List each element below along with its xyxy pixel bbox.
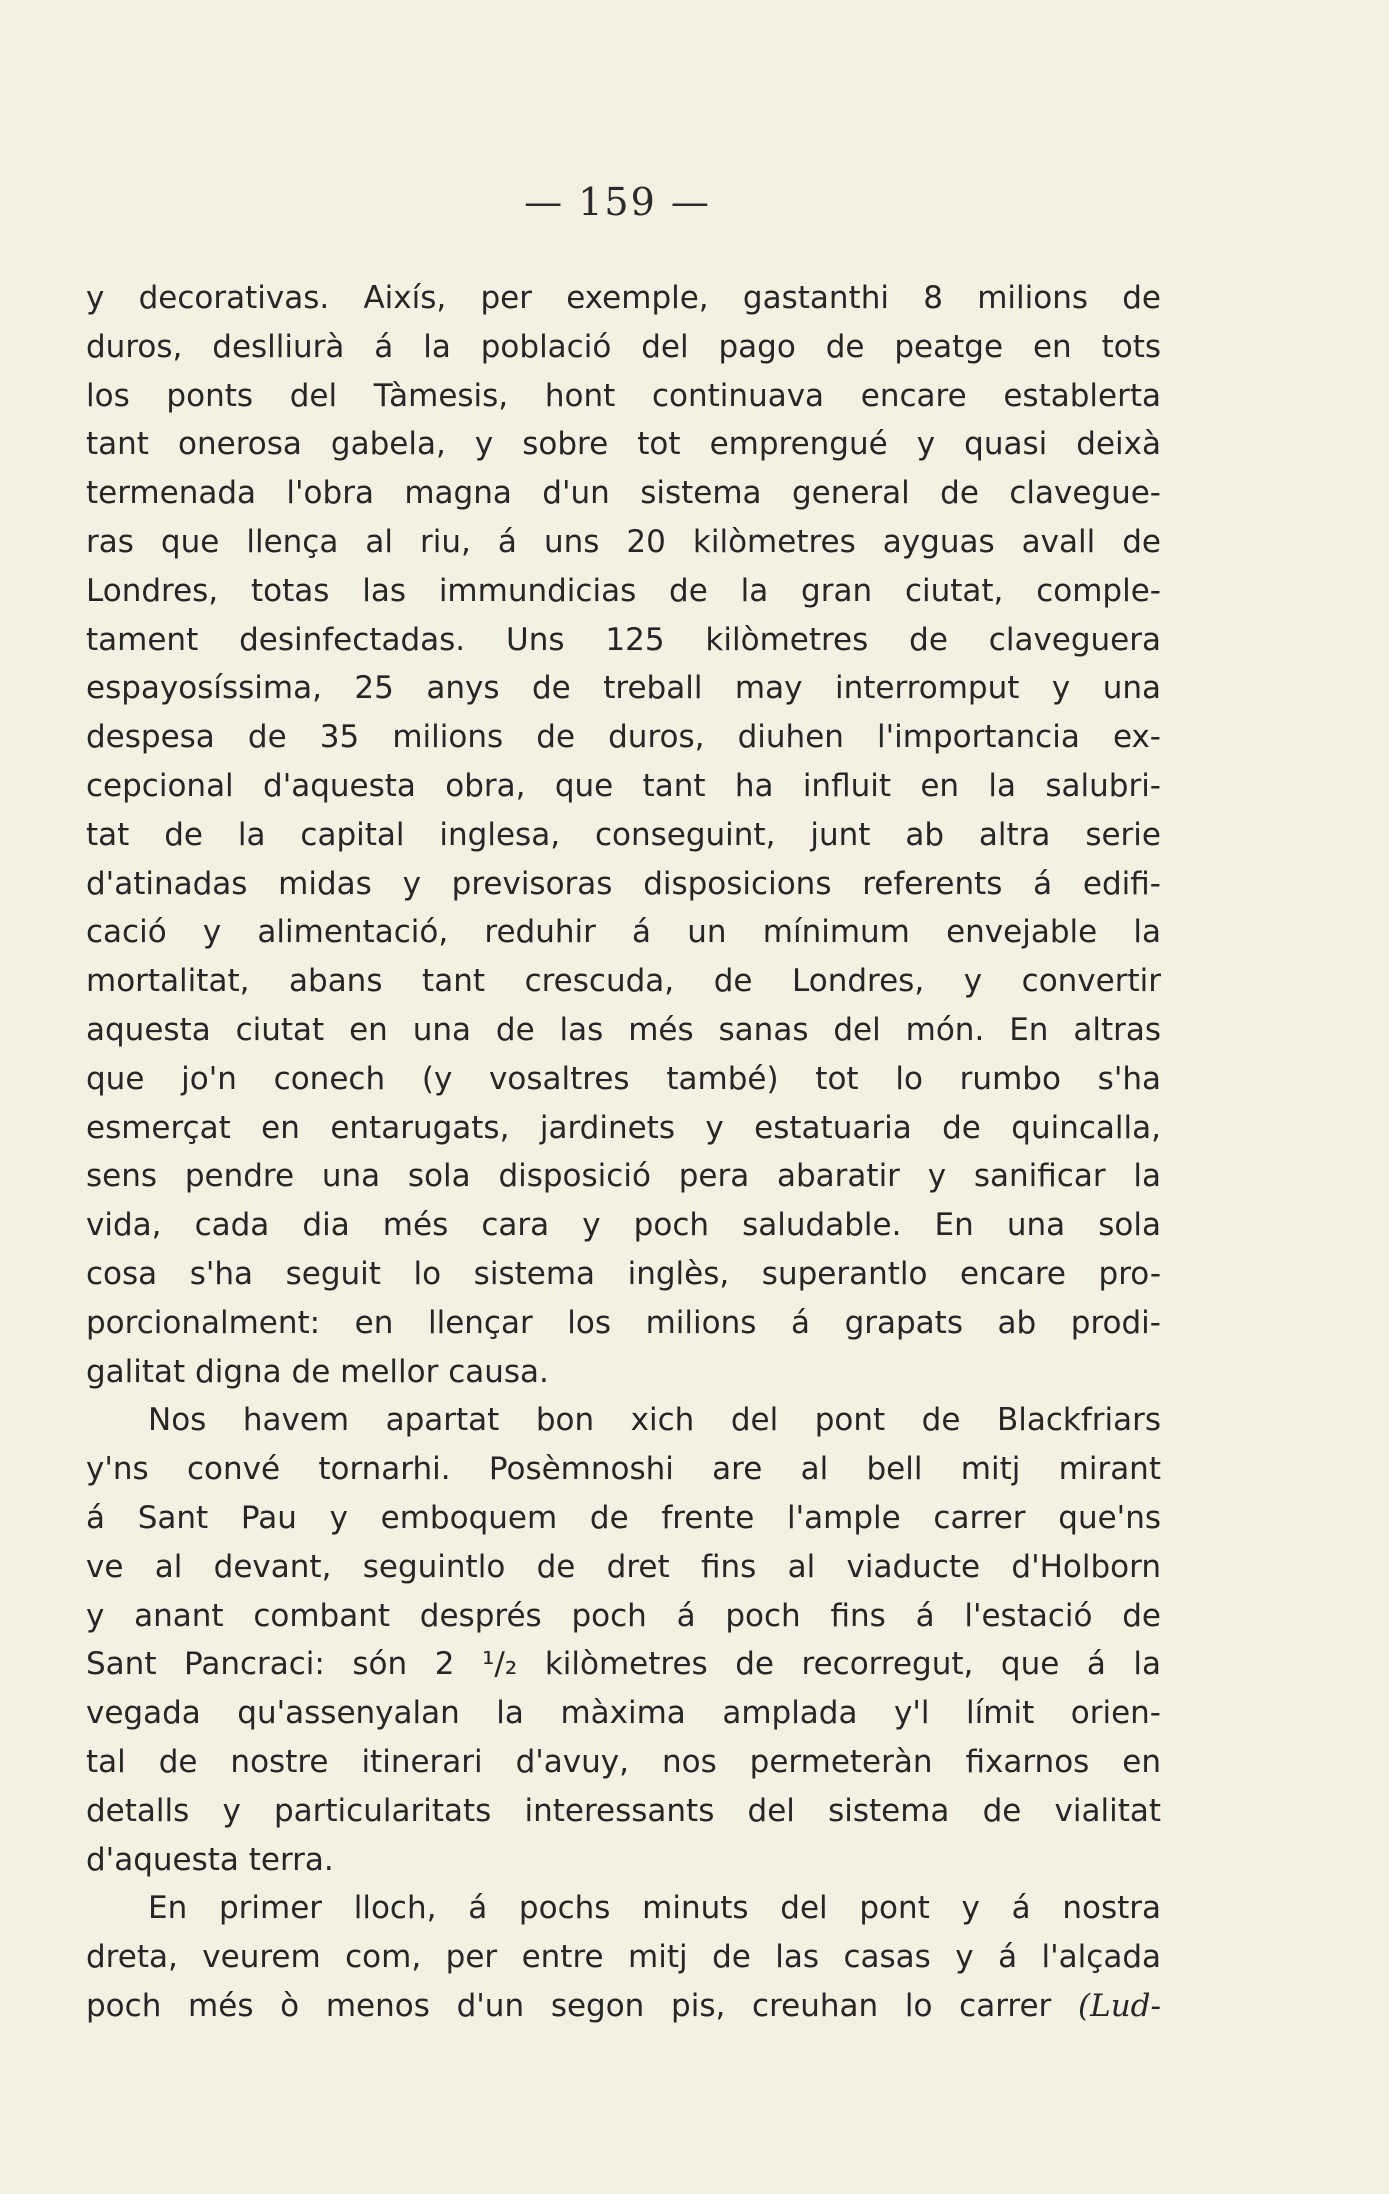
- text-line: que jo'n conech (y vosaltres també) tot lo rumbo s'ha: [86, 1060, 1161, 1097]
- text-line: mortalitat, abans tant crescuda, de Londres, y convertir: [86, 963, 1161, 1000]
- text-line: vida, cada dia més cara y poch saludable. En una sola: [86, 1207, 1161, 1244]
- text-line: Nos havem apartat bon xich del pont de Blackfriars: [148, 1402, 1161, 1439]
- text-line: ve al devant, seguintlo de dret fins al viaducte d'Holborn: [86, 1548, 1161, 1585]
- text-line: cosa s'ha seguit lo sistema inglès, superantlo encare pro-: [86, 1255, 1161, 1292]
- text-line: En primer lloch, á pochs minuts del pont y á nostra: [148, 1890, 1161, 1927]
- text-line: tal de nostre itinerari d'avuy, nos permeteràn fixarnos en: [86, 1743, 1161, 1780]
- page-number: — 159 —: [524, 180, 711, 224]
- text-line: d'atinadas midas y previsoras disposicions referents á edifi-: [86, 865, 1161, 902]
- text-line-with-italic: [86, 1982, 1161, 2031]
- text-line: tament desinfectadas. Uns 125 kilòmetres de claveguera: [86, 621, 1161, 658]
- text-line: Londres, totas las immundicias de la gran ciutat, comple-: [86, 572, 1161, 609]
- text-line: espayosíssima, 25 anys de treball may interromput y una: [86, 670, 1161, 707]
- text-line: los ponts del Tàmesis, hont continuava encare establerta: [86, 377, 1161, 414]
- text-line: y'ns convé tornarhi. Posèmnoshi are al bell mitj mirant: [86, 1451, 1161, 1488]
- text-line: detalls y particularitats interessants del sistema de vialitat: [86, 1792, 1161, 1829]
- text-line: termenada l'obra magna d'un sistema general de clavegue-: [86, 475, 1161, 512]
- text-line: despesa de 35 milions de duros, diuhen l'importancia ex-: [86, 719, 1161, 756]
- text-line: duros, deslliurà á la població del pago de peatge en tots: [86, 328, 1161, 365]
- text-line: d'aquesta terra.: [86, 1841, 334, 1878]
- text-line: y anant combant després poch á poch fins á l'estació de: [86, 1597, 1161, 1634]
- text-line: Sant Pancraci: són 2 ¹/₂ kilòmetres de recorregut, que á la: [86, 1646, 1161, 1683]
- body-text: [86, 274, 1161, 2031]
- text-line: tat de la capital inglesa, conseguint, junt ab altra serie: [86, 816, 1161, 853]
- text-line: y decorativas. Aixís, per exemple, gastanthi 8 milions de: [86, 280, 1161, 316]
- text-line: ras que llença al riu, á uns 20 kilòmetres ayguas avall de: [86, 523, 1161, 560]
- text-fragment: poch més ò menos d'un segon pis, creuhan lo carrer: [86, 1987, 1052, 2024]
- text-line: cepcional d'aquesta obra, que tant ha influit en la salubri-: [86, 767, 1161, 804]
- text-line: dreta, veurem com, per entre mitj de las casas y á l'alçada: [86, 1939, 1161, 1976]
- text-line: vegada qu'assenyalan la màxima amplada y'l límit orien-: [86, 1695, 1161, 1732]
- italic-fragment: (Lud-: [1078, 1987, 1161, 2024]
- text-line: á Sant Pau y emboquem de frente l'ample carrer que'ns: [86, 1499, 1161, 1536]
- text-line: galitat digna de mellor causa.: [86, 1353, 549, 1390]
- text-line: cació y alimentació, reduhir á un mínimum envejable la: [86, 914, 1161, 951]
- text-line: porcionalment: en llençar los milions á grapats ab prodi-: [86, 1304, 1161, 1341]
- text-line: sens pendre una sola disposició pera abaratir y sanificar la: [86, 1158, 1161, 1195]
- text-line: esmerçat en entarugats, jardinets y estatuaria de quincalla,: [86, 1109, 1161, 1146]
- text-line: aquesta ciutat en una de las més sanas del món. En altras: [86, 1011, 1161, 1048]
- text-line: tant onerosa gabela, y sobre tot emprengué y quasi deixà: [86, 426, 1161, 463]
